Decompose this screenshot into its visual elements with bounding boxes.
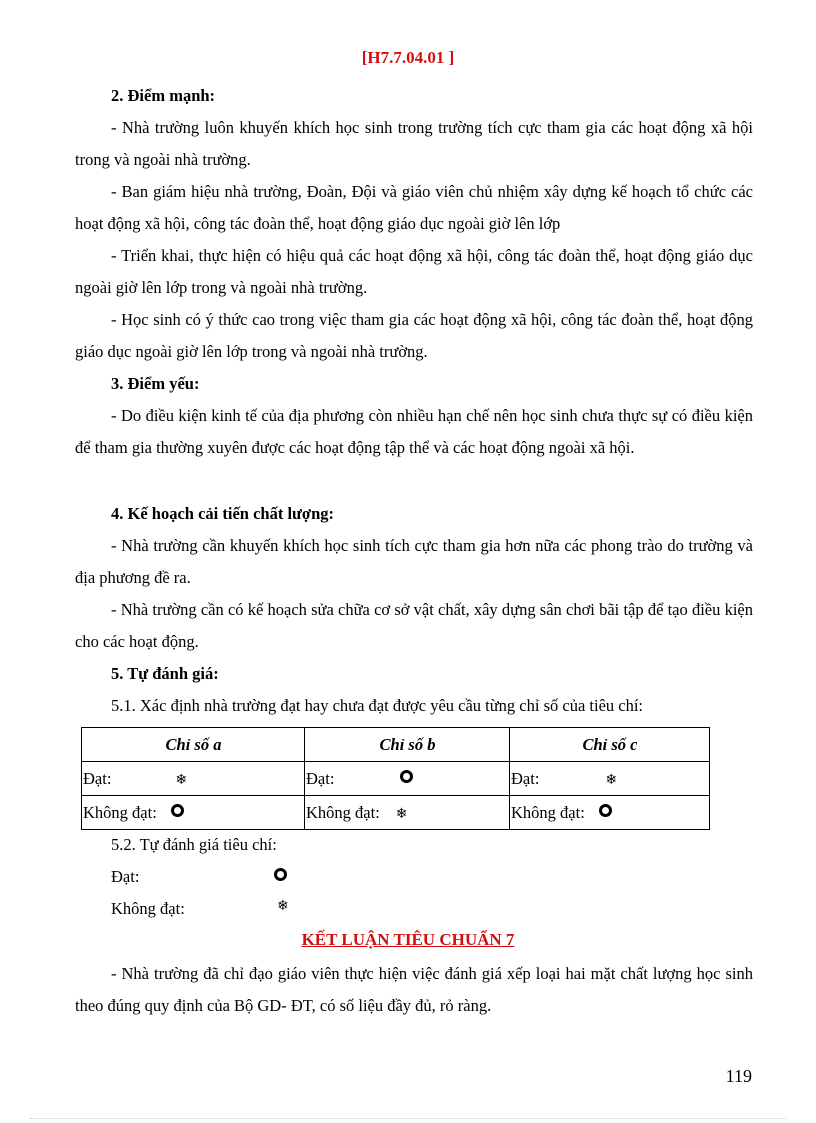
paragraph: - Do điều kiện kinh tế của địa phương còn nhiều hạn chế nên học sinh chưa thực sự có điều kiện để tham gia thường xuyên được các hoạt động tập thể và các hoạt động ngoài xã hội.	[75, 406, 753, 457]
paragraph: - Nhà trường đã chỉ đạo giáo viên thực hiện việc đánh giá xếp loại hai mặt chất lượng học sinh theo đúng quy định của Bộ GD- ĐT, có số liệu đầy đủ, rỏ ràng.	[75, 964, 753, 1015]
section-heading-improvement-plan: 4. Kế hoạch cải tiến chất lượng:	[111, 504, 334, 523]
header-indicator-c: Chỉ số c	[510, 728, 710, 762]
header-indicator-b: Chỉ số b	[305, 728, 510, 762]
ring-icon	[274, 868, 287, 881]
footer-divider	[30, 1118, 786, 1119]
header-indicator-a: Chỉ số a	[82, 728, 305, 762]
table-row	[82, 796, 710, 830]
criterion-khong-dat-label: Không đạt:	[111, 899, 185, 918]
cell-a-dat	[82, 762, 305, 796]
row-label-khong-dat: Không đạt:	[83, 802, 157, 822]
snowflake-icon: ❄	[277, 899, 289, 914]
paragraph: - Ban giám hiệu nhà trường, Đoàn, Đội và giáo viên chủ nhiệm xây dựng kế hoạch tổ chức các hoạt động xã hội, công tác đoàn thể, hoạt động giáo dục ngoài giờ lên lớp	[75, 182, 753, 233]
cell-c-khong-dat	[510, 796, 710, 830]
criteria-table	[81, 727, 710, 830]
paragraph: - Triển khai, thực hiện có hiệu quả các hoạt động xã hội, công tác đoàn thể, hoạt động giáo dục ngoài giờ lên lớp trong và ngoài nhà trường.	[75, 246, 753, 297]
table-row	[82, 762, 710, 796]
paragraph: - Nhà trường cần khuyến khích học sinh tích cực tham gia hơn nữa các phong trào do trường và địa phương đề ra.	[75, 536, 753, 587]
paragraph: - Nhà trường cần có kế hoạch sửa chữa cơ sở vật chất, xây dựng sân chơi bãi tập để tạo điều kiện cho các hoạt động.	[75, 600, 753, 651]
row-label-dat: Đạt:	[83, 768, 112, 788]
section-heading-self-assessment: 5. Tự đánh giá:	[111, 664, 219, 683]
table-header-row	[82, 728, 710, 762]
cell-b-dat	[305, 762, 510, 796]
ring-icon	[599, 804, 612, 817]
conclusion-title: KẾT LUẬN TIÊU CHUẨN 7	[301, 930, 515, 949]
page-number: 119	[725, 1066, 752, 1086]
cell-b-khong-dat	[305, 796, 510, 830]
snowflake-icon: ❄	[605, 772, 618, 788]
row-label-dat: Đạt:	[511, 768, 540, 788]
cell-a-khong-dat	[82, 796, 305, 830]
evidence-code: [H7.7.04.01 ]	[361, 48, 455, 67]
subsection-5-1: 5.1. Xác định nhà trường đạt hay chưa đạt được yêu cầu từng chỉ số của tiêu chí:	[111, 696, 644, 715]
snowflake-icon: ❄	[395, 806, 408, 822]
cell-c-dat	[510, 762, 710, 796]
section-heading-weaknesses: 3. Điểm yếu:	[111, 374, 200, 393]
row-label-dat: Đạt:	[306, 768, 335, 788]
snowflake-icon: ❄	[175, 772, 188, 788]
subsection-5-2: 5.2. Tự đánh giá tiêu chí:	[111, 835, 277, 854]
ring-icon	[171, 804, 184, 817]
row-label-khong-dat: Không đạt:	[511, 802, 585, 822]
paragraph: - Nhà trường luôn khuyến khích học sinh trong trường tích cực tham gia các hoạt động xã hội trong và ngoài nhà trường.	[75, 118, 753, 169]
ring-icon	[400, 770, 413, 783]
section-heading-strengths: 2. Điểm mạnh:	[111, 86, 216, 105]
row-label-khong-dat: Không đạt:	[306, 802, 380, 822]
criterion-dat-label: Đạt:	[111, 867, 140, 886]
paragraph: - Học sinh có ý thức cao trong việc tham gia các hoạt động xã hội, công tác đoàn thể, hoạt động giáo dục ngoài giờ lên lớp trong và ngoài nhà trường.	[75, 310, 753, 361]
